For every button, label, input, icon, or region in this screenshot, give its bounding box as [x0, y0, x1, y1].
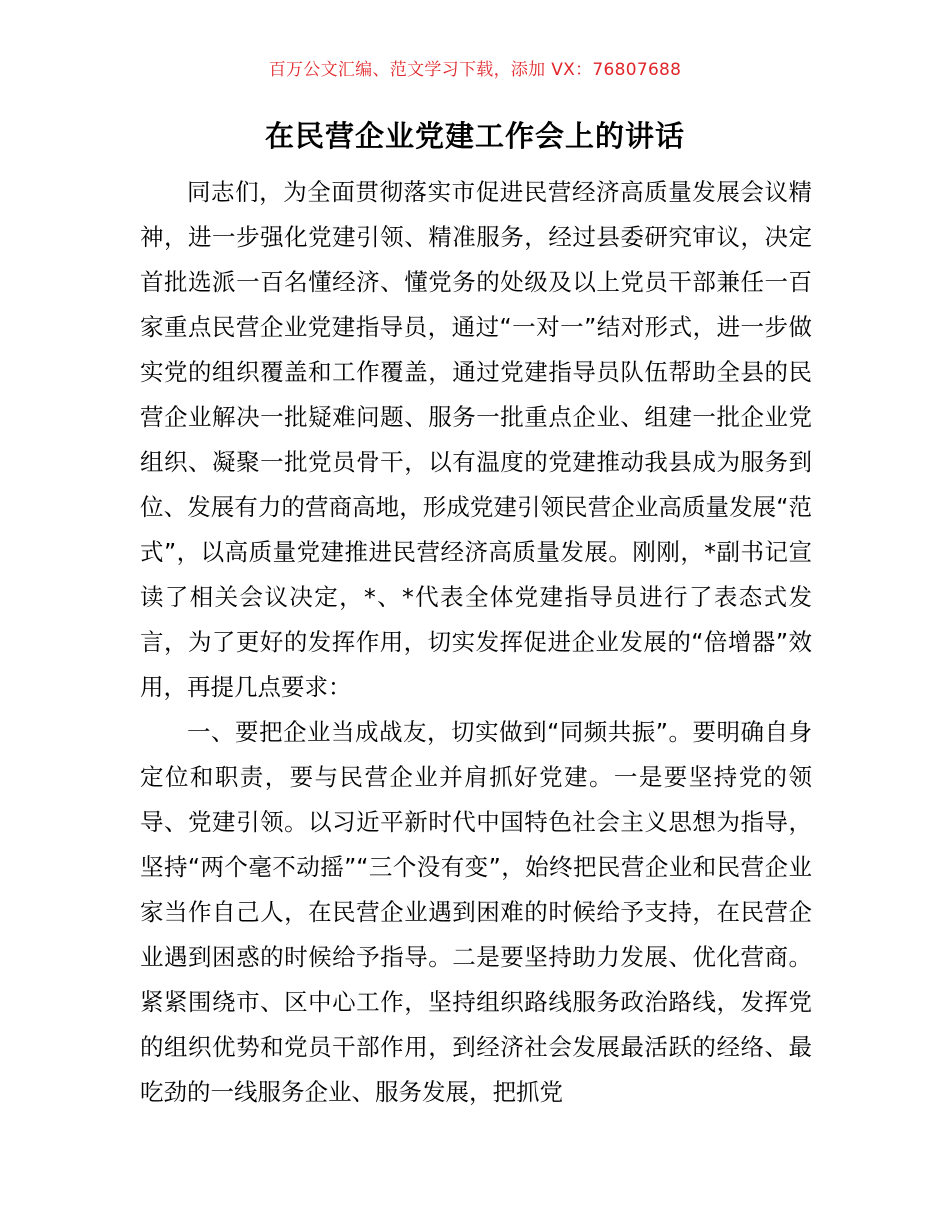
document-body	[140, 170, 812, 1115]
header-note: 百万公文汇编、范文学习下载，添加 VX：76807688	[268, 60, 682, 80]
page-title: 在民营企业党建工作会上的讲话	[264, 119, 685, 153]
paragraph-section-one: 一、要把企业当成战友，切实做到“同频共振”。要明确自身定位和职责，要与民营企业并肩抓好党建。一是要坚持党的领导、党建引领。以习近平新时代中国特色社会主义思想为指导，坚持“两个毫不动摇”“三个没有变”，始终把民营企业和民营企业家当作自己人，在民营企业遇到困难的时候给予支持，在民营企业遇到困惑的时候给予指导。二是要坚持助力发展、优化营商。紧紧围绕市、区中心工作，坚持组织路线服务政治路线，发挥党的组织优势和党员干部作用，到经济社会发展最活跃的经络、最吃劲的一线服务企业、服务发展，把抓党	[140, 718, 812, 1106]
paragraph-intro: 同志们，为全面贯彻落实市促进民营经济高质量发展会议精神，进一步强化党建引领、精准服务，经过县委研究审议，决定首批选派一百名懂经济、懂党务的处级及以上党员干部兼任一百家重点民营企业党建指导员，通过“一对一”结对形式，进一步做实党的组织覆盖和工作覆盖，通过党建指导员队伍帮助全县的民营企业解决一批疑难问题、服务一批重点企业、组建一批企业党组织、凝聚一批党员骨干，以有温度的党建推动我县成为服务到位、发展有力的营商高地，形成党建引领民营企业高质量发展“范式”，以高质量党建推进民营经济高质量发展。刚刚，*副书记宣读了相关会议决定，*、*代表全体党建指导员进行了表态式发言，为了更好的发挥作用，切实发挥促进企业发展的“倍增器”效用，再提几点要求：	[140, 178, 812, 701]
